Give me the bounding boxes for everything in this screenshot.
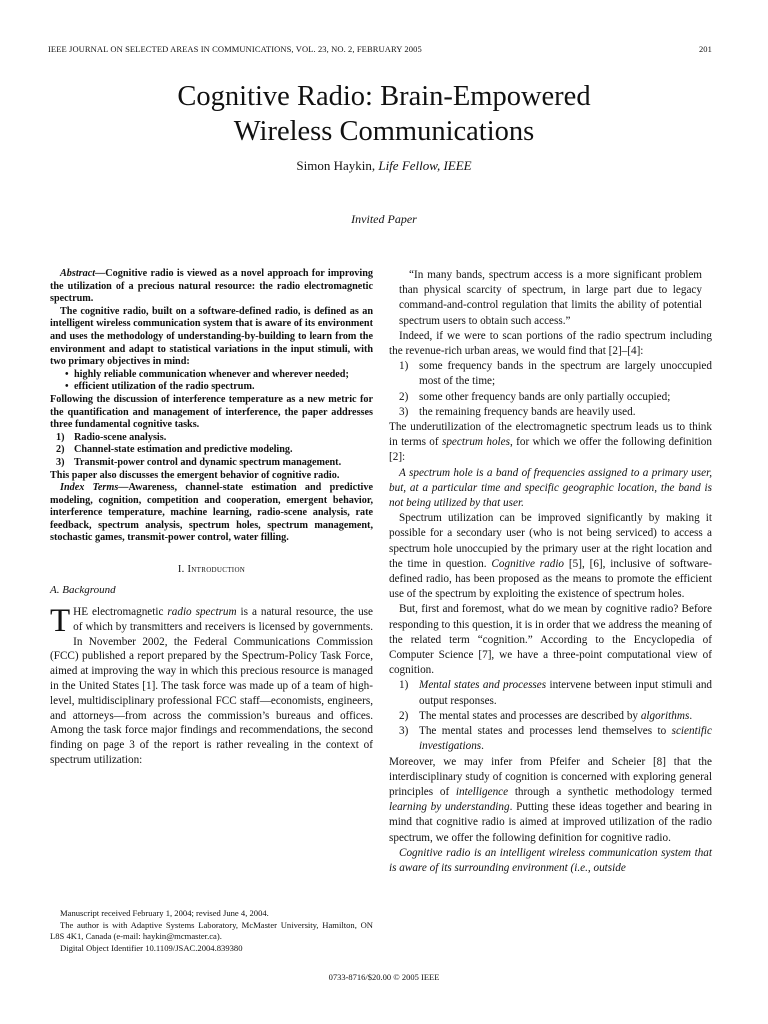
- objective-list: [50, 369, 373, 394]
- running-header: [48, 44, 712, 54]
- cognitive-radio-definition: Cognitive radio is an intelligent wireless communication system that is aware of its surrounding environment (i.e., outside: [389, 846, 712, 874]
- footnote-doi: Digital Object Identifier 10.1109/JSAC.2004.839380: [60, 942, 243, 953]
- cognition-view-item: 2) The mental states and processes are described by algorithms.: [399, 709, 693, 722]
- footnotes: [50, 908, 373, 954]
- spectrum-hole-definition: A spectrum hole is a band of frequencies assigned to a primary user, but, at a particular time and specific geographic location, the band is not being utilized by that user.: [389, 466, 712, 510]
- left-column: [50, 268, 373, 768]
- right-column: [389, 268, 712, 876]
- cognition-view-list: [389, 678, 712, 754]
- task-item: 2) Channel-state estimation and predictive modeling.: [56, 444, 293, 456]
- intro-paragraph: THE electromagnetic radio spectrum is a natural resource, the use of which by transmitters and receivers is licensed by governments. In November 2002, the Federal Communications Commission (FCC) published a report prepared by the Spectrum-Policy Task Force, aimed at improving the way in which this precious resource is managed in the United States [1]. The task force was made up of a team of high-level, multidisciplinary professional FCC staff—economists, engineers, and attorneys—from across the commission’s bureaus and offices. Among the task force major findings and recommendations, the second finding on page 3 of the report is rather revealing in the context of spectrum utilization:: [50, 603, 373, 767]
- section-number: I.: [177, 564, 185, 576]
- journal-name: IEEE JOURNAL ON SELECTED AREAS IN COMMUNICATIONS, VOL. 23, NO. 2, FEBRUARY 2005: [48, 44, 422, 54]
- title-line-2: Wireless Communications: [233, 116, 535, 147]
- cognition-view-item: 3) The mental states and processes lend themselves to scientific investigations.: [399, 725, 712, 753]
- abstract-p4: This paper also discusses the emergent behavior of cognitive radio.: [50, 469, 340, 481]
- right-paragraph-2: The underutilization of the electromagnetic spectrum leads us to think in terms of spectrum holes, for which we offer the following definition [2]:: [389, 421, 712, 464]
- band-item: 1) some frequency bands in the spectrum are largely unoccupied most of the time;: [399, 360, 712, 388]
- abstract-p3: Following the discussion of interference temperature as a new metric for the quantification and management of interference, the paper addresses three fundamental cognitive tasks.: [50, 393, 373, 431]
- abstract-p1: —Cognitive radio is viewed as a novel approach for improving the utilization of a precious natural resource: the radio electromagnetic spectrum.: [50, 268, 373, 305]
- band-item: 3) the remaining frequency bands are heavily used.: [399, 405, 636, 418]
- section-heading: [50, 563, 373, 577]
- right-paragraph-1: Indeed, if we were to scan portions of the radio spectrum including the revenue-rich urban areas, we would find that [2]–[4]:: [389, 329, 712, 358]
- copyright-line: 0733-8716/$20.00 © 2005 IEEE: [328, 972, 440, 982]
- author-name: Simon Haykin,: [296, 158, 376, 173]
- objective-item: • highly reliable communication whenever and wherever needed;: [74, 369, 373, 382]
- abstract: [50, 268, 373, 545]
- author-line: [0, 158, 768, 174]
- abstract-p2: The cognitive radio, built on a software-defined radio, is defined as an intelligent wireless communication system that is aware of its environment and uses the methodology of understanding-by-building to learn from the environment and adapt to statistical variations in the input stimuli, with two primary objectives in mind:: [50, 305, 373, 368]
- index-terms-label: Index Terms: [60, 482, 119, 494]
- band-item: 2) some other frequency bands are only partially occupied;: [399, 390, 671, 403]
- task-item: 1) Radio-scene analysis.: [56, 431, 167, 443]
- right-paragraph-3: Spectrum utilization can be improved significantly by making it possible for a secondary user (who is not being serviced) to access a spectrum hole unoccupied by the primary user at the right location and the time in question. Cognitive radio [5], [6], inclusive of software-defined radio, has been proposed as the means to promote the efficient use of the spectrum by exploiting the existence of spectrum holes.: [389, 512, 712, 601]
- task-list: [50, 432, 373, 470]
- index-terms: [50, 482, 373, 545]
- paper-type: Invited Paper: [351, 212, 417, 226]
- objective-item: • efficient utilization of the radio spectrum.: [74, 381, 373, 394]
- subsection-heading: A. Background: [50, 584, 116, 597]
- author-affiliation: Life Fellow, IEEE: [378, 158, 472, 173]
- footnote-received: Manuscript received February 1, 2004; revised June 4, 2004.: [60, 908, 269, 918]
- paper-title: [0, 79, 768, 149]
- drop-cap: T: [50, 603, 71, 640]
- fcc-quote: “In many bands, spectrum access is a more significant problem than physical scarcity of spectrum, in large part due to legacy command-and-control regulation that limits the ability of potential spectrum users to obtain such access.”: [399, 269, 702, 327]
- title-line-1: Cognitive Radio: Brain-Empowered: [177, 81, 591, 112]
- section-title: Introduction: [187, 564, 246, 576]
- abstract-label: Abstract: [60, 268, 96, 279]
- right-paragraph-4: But, first and foremost, what do we mean by cognitive radio? Before responding to this question, it is in order that we address the meaning of the related term “cognition.” According to the Encyclopedia of Computer Science [7], we have a three-point computational view of cognition.: [389, 603, 712, 677]
- cognition-view-item: 1) Mental states and processes intervene between input stimuli and output responses.: [399, 679, 713, 707]
- band-list: [389, 359, 712, 420]
- right-paragraph-5: Moreover, we may infer from Pfeifer and Scheier [8] that the interdisciplinary study of cognition is concerned with exploring general principles of intelligence through a synthetic methodology termed learning by understanding. Putting these ideas together and bearing in mind that cognitive radio is aimed at improved utilization of the radio spectrum, we offer the following definition for cognitive radio.: [389, 755, 713, 844]
- index-terms-text: —Awareness, channel-state estimation and predictive modeling, cognition, competition and cooperation, emergent behavior, interference temperature, machine learning, radio-scene analysis, rate feedback, spectrum analysis, spectrum holes, spectrum management, stochastic games, transmit-power control, water filling.: [50, 482, 373, 544]
- task-item: 3) Transmit-power control and dynamic spectrum management.: [56, 456, 342, 468]
- footnote-author-info: The author is with Adaptive Systems Laboratory, McMaster University, Hamilton, ON L8S 4K1, Canada (e-mail: haykin@mcmaster.ca).: [50, 919, 373, 941]
- page-number: 201: [698, 44, 712, 54]
